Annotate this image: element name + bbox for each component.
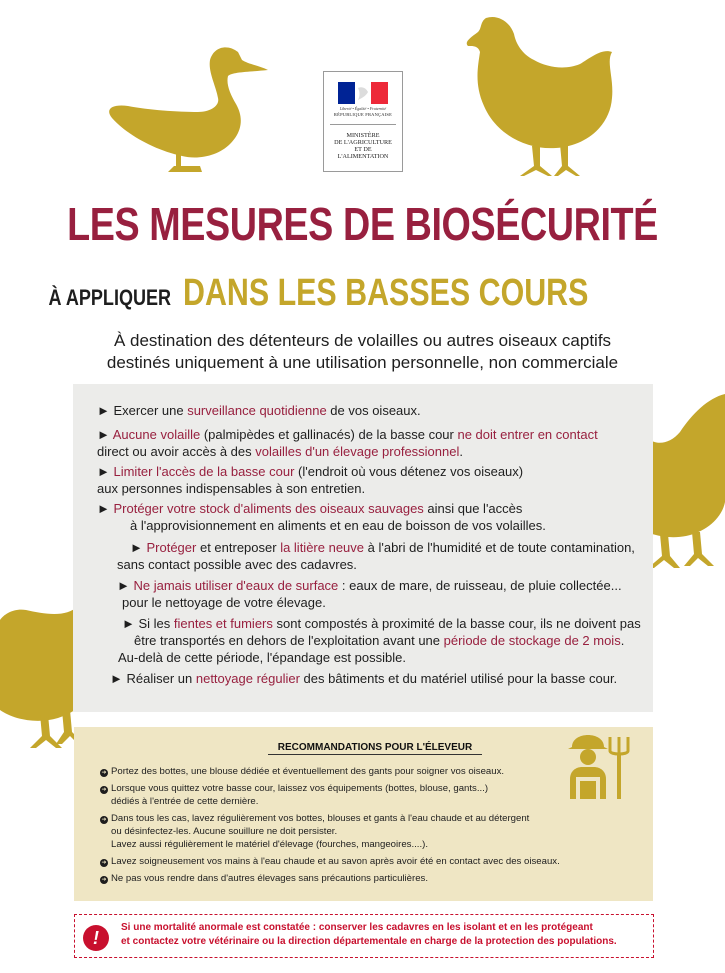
measure-text: (palmipèdes et gallinacés) de la basse cour [200,427,458,442]
measure-highlight: ne doit entrer en contact [457,427,598,442]
french-flag-icon [338,82,388,104]
measure-highlight: Limiter l'accès de la basse cour [113,464,295,479]
measure-text: ► Exercer une [97,403,188,418]
measure-highlight: la litière neuve [280,540,365,555]
page-subtitle [0,272,725,315]
exclamation-icon: ! [83,925,109,951]
bullet-arrow-icon: ➜ [101,787,107,793]
measure-highlight: Protéger votre stock d'aliments des oiseaux sauvages [113,501,424,516]
recommendation-2-cont: dédiés à l'entrée de cette dernière. [111,796,259,807]
measure-text: ► Réaliser un [110,671,196,686]
audience-text [0,330,725,374]
recommendation-4 [100,855,560,868]
measure-text: : eaux de mare, de ruisseau, de pluie collectée... [338,578,622,593]
logo-divider [330,124,396,125]
recommendation-3 [100,812,529,825]
measure-text: ► Si les [122,616,174,631]
ministry-logo [323,71,403,172]
measure-text: des bâtiments et du matériel utilisé pour la basse cour. [299,671,618,686]
logo-ministry [324,132,402,160]
recommendation-text: Lavez soigneusement vos mains à l'eau chaude et au savon après avoir été en contact avec des oiseaux. [111,856,560,867]
measure-7-cont [134,632,624,649]
measure-4 [97,500,522,517]
measure-highlight: Aucune volaille [112,427,201,442]
measure-highlight: Ne jamais utiliser d'eaux de surface [133,578,339,593]
bullet-arrow-icon: ➜ [101,877,107,883]
measure-text: ► [97,427,113,442]
measure-text: ► [97,464,114,479]
recommendation-5 [100,872,428,885]
recommendation-text: Portez des bottes, une blouse dédiée et éventuellement des gants pour soigner vos oiseaux. [111,766,505,777]
measure-text: ► [117,578,134,593]
measure-5 [130,539,635,556]
measure-highlight: fientes et fumiers [173,616,273,631]
recommendation-text: Ne pas vous rendre dans d'autres élevages sans précautions particulières. [111,873,429,884]
recommendation-1 [100,765,504,778]
measure-8 [110,670,617,687]
measure-text: ► [130,540,147,555]
audience-line-1: À destination des détenteurs de volailles ou autres oiseaux captifs [113,331,612,350]
logo-ministry-line2: DE L'AGRICULTURE [334,139,392,146]
measure-text: ► [97,501,114,516]
measure-1 [97,402,421,419]
measure-3-cont: aux personnes indispensables à son entretien. [97,481,366,496]
alert-line-1: Si une mortalité anormale est constatée : conserver les cadavres en les isolant et en les protégeant [121,922,593,933]
recommendations-title: RECOMMANDATIONS POUR L'ÉLEVEUR [268,742,482,755]
measure-highlight: période de stockage de 2 mois [443,633,621,648]
measure-2-cont [97,443,463,460]
measure-highlight: nettoyage régulier [195,671,300,686]
logo-ministry-line1: MINISTÈRE [346,132,380,139]
recommendation-text: Dans tous les cas, lavez régulièrement vos bottes, blouses et gants à l'eau chaude et au détergent [111,813,530,824]
farmer-with-fork-icon [562,733,642,799]
recommendation-text: Lorsque vous quittez votre basse cour, laissez vos équipements (bottes, blouse, gants...) [111,783,489,794]
alert-line-2: et contactez votre vétérinaire ou la direction départementale en charge de la protection des populations. [121,936,617,947]
hen-silhouette-icon [462,10,630,178]
measure-text: être transportés en dehors de l'exploitation avant une [134,633,444,648]
measure-highlight: surveillance quotidienne [187,403,327,418]
measure-6 [117,577,622,594]
logo-republique: RÉPUBLIQUE FRANÇAISE [333,112,393,117]
logo-ministry-line4: L'ALIMENTATION [337,153,389,160]
recommendation-3-note: Lavez aussi régulièrement le matériel d'élevage (fourches, mangeoires....). [111,839,428,850]
measure-text: et entreposer [196,540,281,555]
measure-text: sont compostés à proximité de la basse cour, ils ne doivent pas [272,616,641,631]
audience-line-2: destinés uniquement à une utilisation personnelle, non commerciale [106,353,619,372]
logo-motto: Liberté • Égalité • Fraternité [339,106,387,111]
subtitle-prefix: À APPLIQUER [48,285,172,310]
measure-text: (l'endroit où vous détenez vos oiseaux) [294,464,524,479]
measure-7 [122,615,641,632]
measure-text: direct ou avoir accès à des [97,444,256,459]
measure-5-cont: sans contact possible avec des cadavres. [117,557,357,572]
measure-text: . [620,633,625,648]
measure-6-cont: pour le nettoyage de votre élevage. [122,595,326,610]
measure-text: . [459,444,463,459]
bullet-arrow-icon: ➜ [101,817,107,823]
measure-4-cont: à l'approvisionnement en aliments et en eau de boisson de vos volailles. [130,518,546,533]
bullet-arrow-icon: ➜ [101,860,107,866]
measure-text: ainsi que l'accès [423,501,523,516]
recommendation-2 [100,782,488,795]
page-title: LES MESURES DE BIOSÉCURITÉ [67,198,658,250]
measure-highlight: volailles d'un élevage professionnel [255,444,460,459]
measure-text: de vos oiseaux. [326,403,421,418]
recommendation-3-cont: ou désinfectez-les. Aucune souillure ne doit persister. [111,826,338,837]
measure-text: à l'abri de l'humidité et de toute contamination, [364,540,635,555]
alert-text [121,921,617,949]
subtitle-main: DANS LES BASSES COURS [183,272,589,314]
measure-7-note: Au-delà de cette période, l'épandage est possible. [118,650,406,665]
measure-3 [97,463,523,480]
measure-2 [97,426,598,443]
bullet-arrow-icon: ➜ [101,770,107,776]
logo-ministry-line3: ET DE [354,146,372,153]
duck-silhouette-icon [98,38,276,178]
measure-highlight: Protéger [146,540,197,555]
